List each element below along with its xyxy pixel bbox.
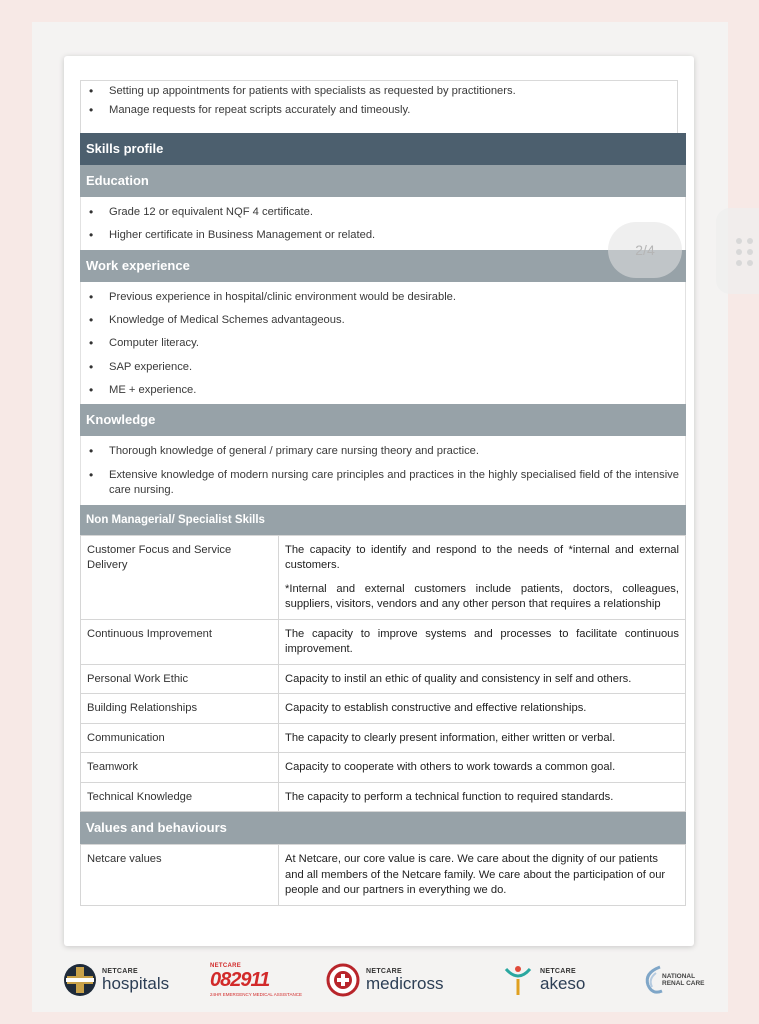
- page-indicator: 2/4: [608, 222, 682, 278]
- brand-name: NETCARE: [540, 968, 576, 975]
- brand-name: NETCARE: [210, 963, 242, 969]
- skill-label: Communication: [81, 723, 279, 753]
- netcare-akeso-logo: [502, 960, 585, 1000]
- list-item: • Manage requests for repeat scripts accurately and timeously.: [81, 103, 677, 119]
- netcare-911-logo: [210, 960, 302, 1000]
- skill-label: Personal Work Ethic: [81, 664, 279, 694]
- skill-label: Customer Focus and Service Delivery: [81, 535, 279, 619]
- skill-description-text: The capacity to identify and respond to the needs of *internal and external customers.: [285, 543, 679, 572]
- skill-description: The capacity to clearly present information, either written or verbal.: [279, 723, 686, 753]
- table-row: [81, 664, 686, 694]
- list-item: • Previous experience in hospital/clinic environment would be desirable.: [81, 290, 685, 306]
- list-item: • Thorough knowledge of general / primary care nursing theory and practice.: [81, 444, 685, 460]
- netcare-medicross-logo: [326, 960, 443, 1000]
- table-row: [81, 782, 686, 812]
- values-table: [80, 844, 686, 906]
- list-item: • Knowledge of Medical Schemes advantageous.: [81, 313, 685, 329]
- renal-line-2: RENAL CARE: [662, 980, 705, 987]
- knowledge-header: Knowledge: [80, 404, 686, 436]
- table-row: [81, 694, 686, 724]
- education-header: Education: [80, 165, 686, 197]
- list-item: • Computer literacy.: [81, 336, 685, 352]
- table-row: [81, 535, 686, 619]
- medicross-seal-icon: [326, 963, 360, 997]
- skill-description: [279, 535, 686, 619]
- skill-label: Building Relationships: [81, 694, 279, 724]
- skill-description: Capacity to establish constructive and effective relationships.: [279, 694, 686, 724]
- side-panel-handle[interactable]: [716, 208, 759, 294]
- renal-line-1: NATIONAL: [662, 973, 696, 980]
- values-header: Values and behaviours: [80, 812, 686, 844]
- list-item: • Setting up appointments for patients with specialists as requested by practitioners.: [81, 84, 677, 100]
- list-item: • SAP experience.: [81, 360, 685, 376]
- national-renal-care-logo: [642, 960, 705, 1000]
- skill-description: The capacity to perform a technical function to required standards.: [279, 782, 686, 812]
- brand-word: medicross: [366, 974, 444, 993]
- table-row: [81, 845, 686, 906]
- skill-label: Teamwork: [81, 753, 279, 783]
- list-item: • Higher certificate in Business Management or related.: [81, 228, 685, 244]
- table-row: [81, 619, 686, 664]
- knowledge-section: [80, 436, 686, 504]
- specialist-skills-table: [80, 535, 686, 813]
- skill-label: Technical Knowledge: [81, 782, 279, 812]
- values-description: At Netcare, our core value is care. We care about the dignity of our patients and all members of the Netcare family. We care about the participation of our people and our partners in everything we do.: [279, 845, 686, 906]
- work-experience-header: Work experience: [80, 250, 686, 282]
- list-item: • ME + experience.: [81, 383, 685, 399]
- values-label: Netcare values: [81, 845, 279, 906]
- list-item: • Grade 12 or equivalent NQF 4 certificate.: [81, 205, 685, 221]
- skill-description: Capacity to cooperate with others to work towards a common goal.: [279, 753, 686, 783]
- skill-description: Capacity to instil an ethic of quality and consistency in self and others.: [279, 664, 686, 694]
- brand-name: NETCARE: [366, 968, 402, 975]
- skills-profile-header: Skills profile: [80, 133, 686, 165]
- specialist-skills-header: Non Managerial/ Specialist Skills: [80, 505, 686, 535]
- grip-dots-icon: [736, 238, 754, 268]
- emergency-tagline: 24HR EMERGENCY MEDICAL ASSISTANCE: [210, 992, 302, 997]
- akeso-figure-icon: [502, 963, 534, 997]
- education-section: [80, 197, 686, 250]
- brand-name: NETCARE: [102, 968, 138, 975]
- skill-description: The capacity to improve systems and processes to facilitate continuous improvement.: [279, 619, 686, 664]
- emergency-number: 082911: [210, 969, 270, 991]
- list-item: • Extensive knowledge of modern nursing care principles and practices in the highly specialised field of the intensive care nursing.: [81, 468, 685, 499]
- brand-footer: [32, 952, 728, 1008]
- duties-continuation: [80, 80, 678, 133]
- document-page: [64, 56, 694, 946]
- table-row: [81, 753, 686, 783]
- brand-word: akeso: [540, 974, 586, 993]
- document-content: [80, 80, 686, 906]
- brand-word: hospitals: [102, 974, 170, 993]
- netcare-hospitals-logo: [60, 960, 169, 1000]
- work-experience-section: [80, 282, 686, 405]
- skill-label: Continuous Improvement: [81, 619, 279, 664]
- table-row: [81, 723, 686, 753]
- netcare-cross-icon: [60, 962, 100, 998]
- skill-description-note: *Internal and external customers include patients, doctors, colleagues, suppliers, visitors, vendors and any other person that requires a relationship: [285, 582, 679, 611]
